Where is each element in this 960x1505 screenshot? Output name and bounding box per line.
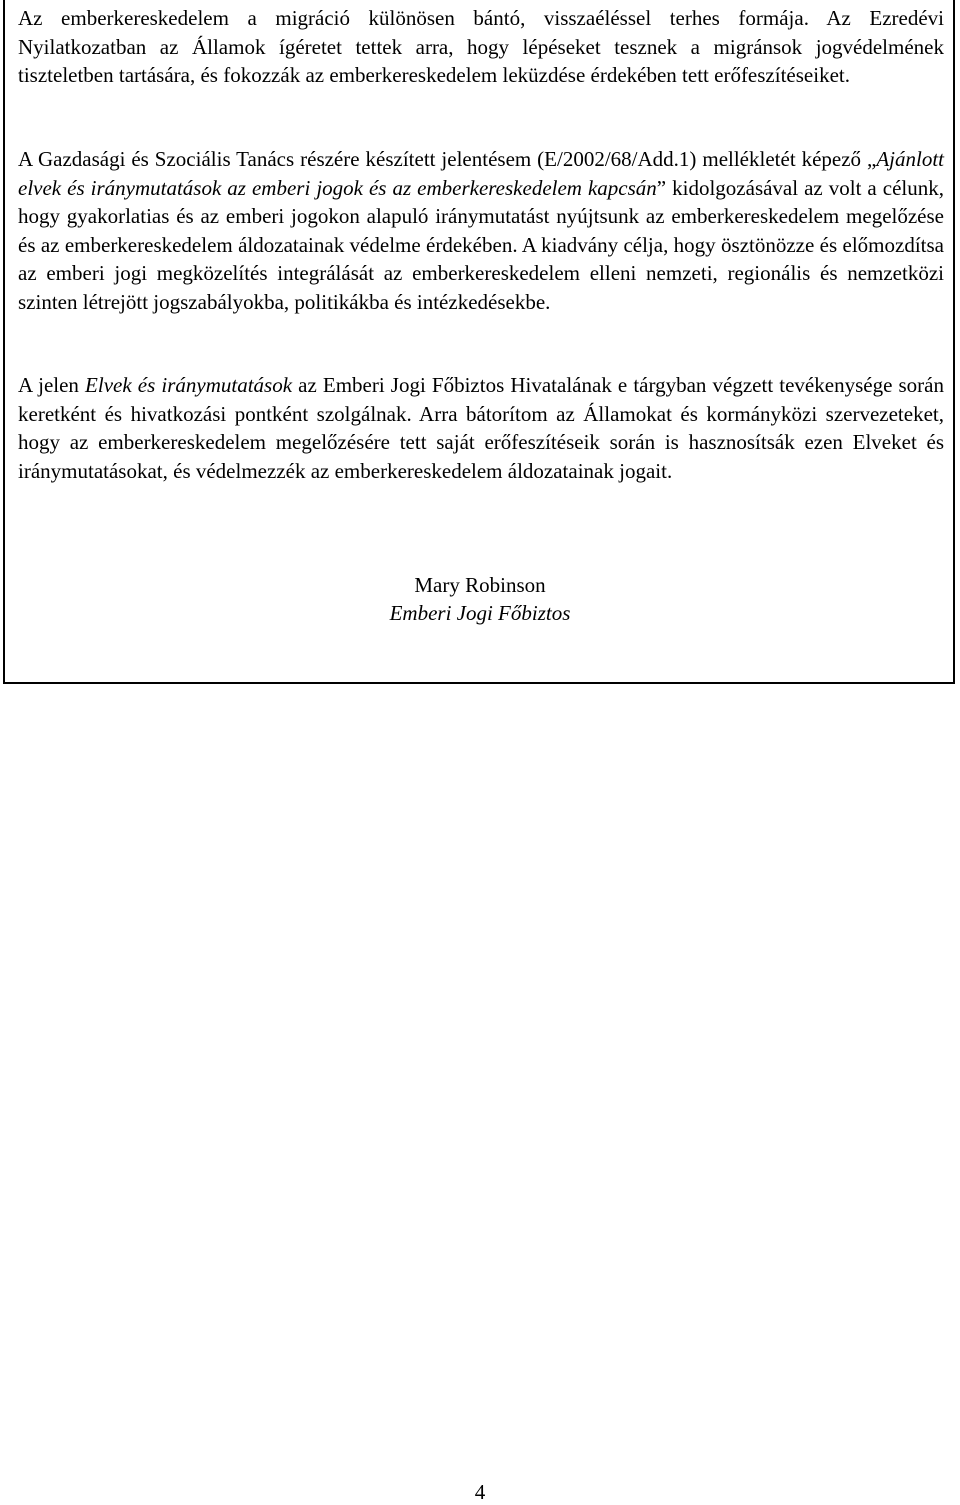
- paragraph-report: [18, 145, 944, 317]
- paragraph-principles-text-start: A jelen: [18, 373, 86, 397]
- page-number: 4: [474, 1480, 486, 1504]
- signature-name: Mary Robinson: [414, 573, 546, 597]
- paragraph-migration: Az emberkereskedelem a migráció különösen bántó, visszaéléssel terhes formája. Az Ezredévi Nyilatkozatban az Államok ígéretet tettek arra, hogy lépéseket tesznek a migránsok jogvédelmének tiszteletben tartására, és fokozzák az emberkereskedelem leküzdése érdekében tett erőfeszítéseiket.: [18, 6, 944, 88]
- paragraph-report-text-start: A Gazdasági és Szociális Tanács részére készített jelentésem (E/2002/68/Add.1) mellékletét képező „: [18, 147, 877, 171]
- paragraph-report-text-end: ” kidolgozásával az volt a célunk, hogy gyakorlatias és az emberi jogokon alapuló iránymutatást nyújtsunk az emberkereskedelem megelőzése és az emberkereskedelem áldozatainak védelme érdekében. A kiadvány célja, hogy ösztönözze és előmozdítsa az emberi jogi megközelítés integrálását az emberkereskedelem elleni nemzeti, regionális és nemzetközi szinten létrejött jogszabályokba, politikákba és intézkedésekbe.: [18, 175, 944, 314]
- paragraph-principles-text-end: az Emberi Jogi Főbiztos Hivatalának e tárgyban végzett tevékenysége során keretként és hivatkozási pontként szolgálnak. Arra bátorítom az Államokat és kormányközi szervezeteket, hogy az emberkereskedelem megelőzésére tett saját erőfeszítéseik során is hasznosítsák ezen Elveket és iránymutatásokat, és védelmezzék az emberkereskedelem áldozatainak jogait.: [18, 373, 944, 483]
- paragraph-principles-italic-title: Elvek és iránymutatások: [85, 373, 293, 397]
- paragraph-report-italic-title: Ajánlott elvek és iránymutatások az emberi jogok és az emberkereskedelem kapcsán: [18, 147, 944, 200]
- signature-title: Emberi Jogi Főbiztos: [389, 601, 571, 625]
- paragraph-principles: [18, 371, 944, 485]
